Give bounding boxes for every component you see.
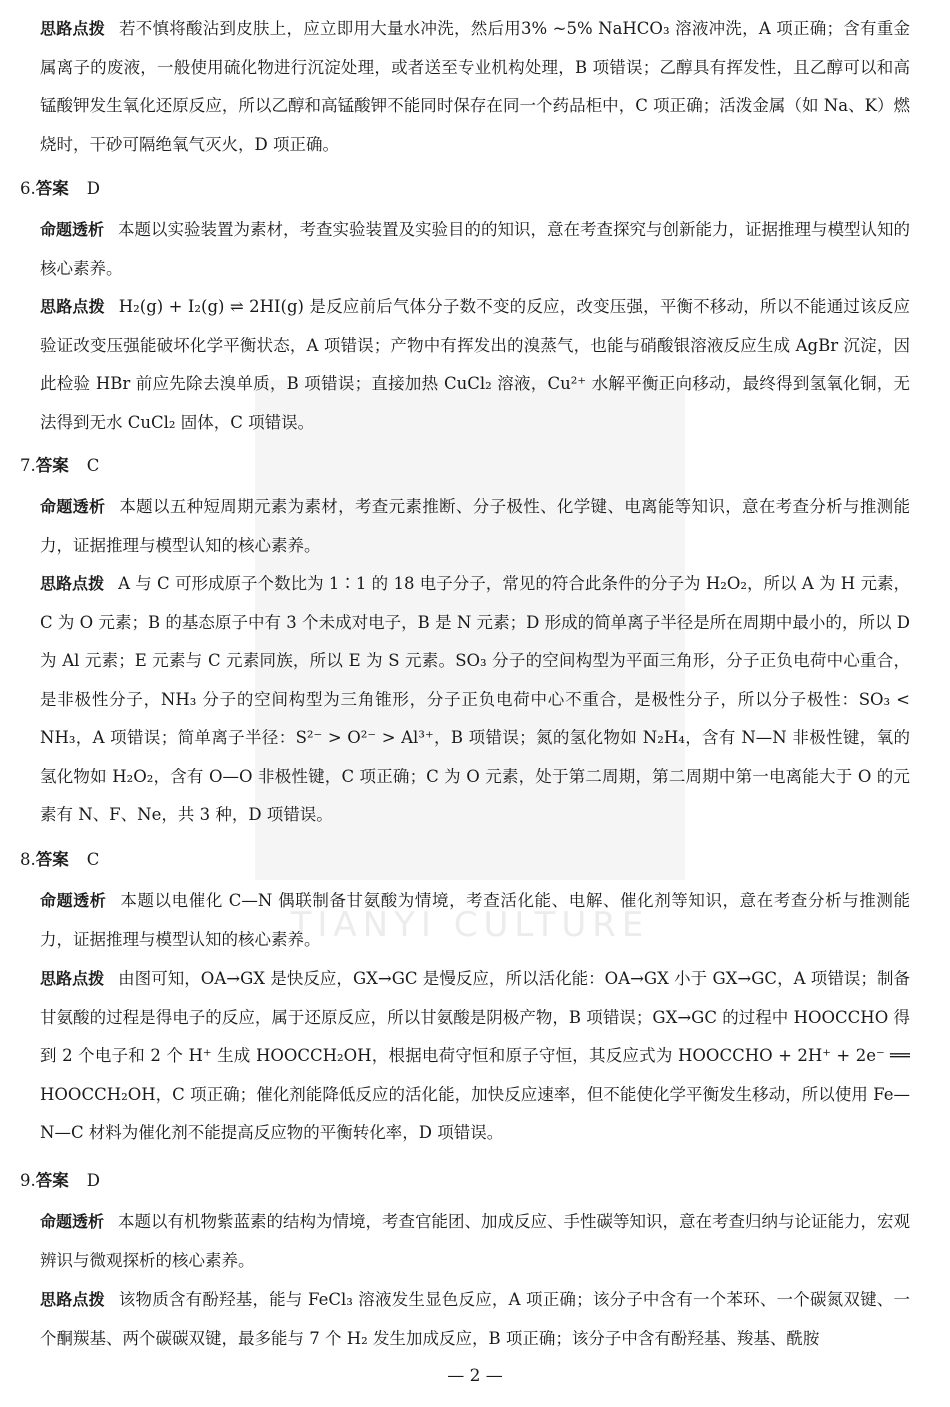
answer-label: 答案 [35,1171,69,1190]
question-number: 7. [20,456,36,475]
paragraph-text: 由图可知，OA→GX 是快反应，GX→GC 是慢反应，所以活化能：OA→GX 小于 GX→GC，A 项错误；制备甘氨酸的过程是得电子的反应，属于还原反应，所以甘氨酸是阴极产物，B 项错误；GX→GC 的过程中 HOOCCHO 得到 2 个电子和 2 个 H⁺ 生成 HOOCCH₂OH，根据电荷守恒和原子守恒，其反应式为 HOOCCHO + 2H⁺ + 2e⁻ ══ HOOCCH₂OH，C 项正确；催化剂能降低反应的活化能，加快反应速率，但不能使化学平衡发生移动，所以使用 Fe—N—C 材料为催化剂不能提高反应物的平衡转化率，D 项错误。 [40,969,910,1142]
paragraph-7-analysis [40,488,910,565]
paragraph-label: 思路点拨 [40,574,105,593]
paragraph-8-hint [40,960,910,1153]
paragraph-text: 本题以实验装置为素材，考查实验装置及实验目的的知识，意在考查探究与创新能力，证据推理与模型认知的核心素养。 [40,220,911,278]
paragraph-label: 思路点拨 [40,19,105,38]
paragraph-text: 本题以有机物紫蓝素的结构为情境，考查官能团、加成反应、手性碳等知识，意在考查归纳与论证能力，宏观辨识与微观探析的核心素养。 [40,1212,911,1270]
paragraph-text: 该物质含有酚羟基，能与 FeCl₃ 溶液发生显色反应，A 项正确；该分子中含有一个苯环、一个碳氮双键、一个酮羰基、两个碳碳双键，最多能与 7 个 H₂ 发生加成反应，B 项正确；该分子中含有酚羟基、羧基、酰胺 [40,1290,910,1348]
paragraph-label: 思路点拨 [40,297,105,316]
paragraph-7-hint [40,565,910,835]
paragraph-6-analysis [40,211,910,288]
answer-value: D [86,1171,100,1190]
answer-value: C [86,456,100,475]
answer-value: D [86,179,100,198]
paragraph-text: 本题以五种短周期元素为素材，考查元素推断、分子极性、化学键、电离能等知识，意在考查分析与推测能力，证据推理与模型认知的核心素养。 [40,497,910,555]
paragraph-text: A 与 C 可形成原子个数比为 1∶1 的 18 电子分子，常见的符合此条件的分子为 H₂O₂，所以 A 为 H 元素，C 为 O 元素；B 的基态原子中有 3 个未成对电子，B 是 N 元素；D 形成的简单离子半径是所在周期中最小的，所以 D 为 Al 元素；E 元素与 C 元素同族，所以 E 为 S 元素。SO₃ 分子的空间构型为平面三角形，分子正负电荷中心重合，是非极性分子，NH₃ 分子的空间构型为三角锥形，分子正负电荷中心不重合，是极性分子，所以分子极性：SO₃ < NH₃，A 项错误；简单离子半径：S²⁻ > O²⁻ > Al³⁺，B 项错误；氮的氢化物如 N₂H₄，含有 N—N 非极性键，氧的氢化物如 H₂O₂，含有 O—O 非极性键，C 项正确；C 为 O 元素，处于第二周期，第二周期中第一电离能大于 O 的元素有 N、F、Ne，共 3 种，D 项错误。 [40,574,910,824]
question-number: 9. [20,1171,36,1190]
question-number: 6. [20,179,36,198]
answer-value: C [86,850,100,869]
question-number: 8. [20,850,36,869]
paragraph-9-analysis [40,1203,910,1280]
paragraph-5-hint [40,10,910,164]
paragraph-text: 若不慎将酸沾到皮肤上，应立即用大量水冲洗，然后用3% ~5% NaHCO₃ 溶液冲洗，A 项正确；含有重金属离子的废液，一般使用硫化物进行沉淀处理，或者送至专业机构处理，B 项错误；乙醇具有挥发性，且乙醇可以和高锰酸钾发生氧化还原反应，所以乙醇和高锰酸钾不能同时保存在同一个药品柜中，C 项正确；活泼金属（如 Na、K）燃烧时，干砂可隔绝氧气灭火，D 项正确。 [40,19,910,154]
paragraph-label: 命题透析 [40,1212,105,1231]
paragraph-label: 思路点拨 [40,969,105,988]
answer-label: 答案 [35,456,69,475]
paragraph-6-hint [40,288,910,442]
answer-line-8 [20,841,99,879]
paragraph-text: 本题以电催化 C—N 偶联制备甘氨酸为情境，考查活化能、电解、催化剂等知识，意在考查分析与推测能力，证据推理与模型认知的核心素养。 [40,891,910,949]
paragraph-label: 思路点拨 [40,1290,105,1309]
paragraph-label: 命题透析 [40,220,105,239]
answer-line-9 [20,1162,100,1200]
paragraph-label: 命题透析 [40,497,106,516]
watermark-text: TIANYI CULTURE [290,905,650,945]
answer-line-7 [20,447,99,485]
paragraph-label: 命题透析 [40,891,107,910]
paragraph-8-analysis [40,882,910,959]
answer-label: 答案 [35,850,69,869]
answer-line-6 [20,170,100,208]
answer-label: 答案 [35,179,69,198]
paragraph-text: H₂(g) + I₂(g) ⇌ 2HI(g) 是反应前后气体分子数不变的反应，改变压强，平衡不移动，所以不能通过该反应验证改变压强能破坏化学平衡状态，A 项错误；产物中有挥发出的溴蒸气，也能与硝酸银溶液反应生成 AgBr 沉淀，因此检验 HBr 前应先除去溴单质，B 项错误；直接加热 CuCl₂ 溶液，Cu²⁺ 水解平衡正向移动，最终得到氢氧化铜，无法得到无水 CuCl₂ 固体，C 项错误。 [40,297,910,432]
page-number: — 2 — [447,1366,503,1386]
paragraph-9-hint [40,1281,910,1358]
